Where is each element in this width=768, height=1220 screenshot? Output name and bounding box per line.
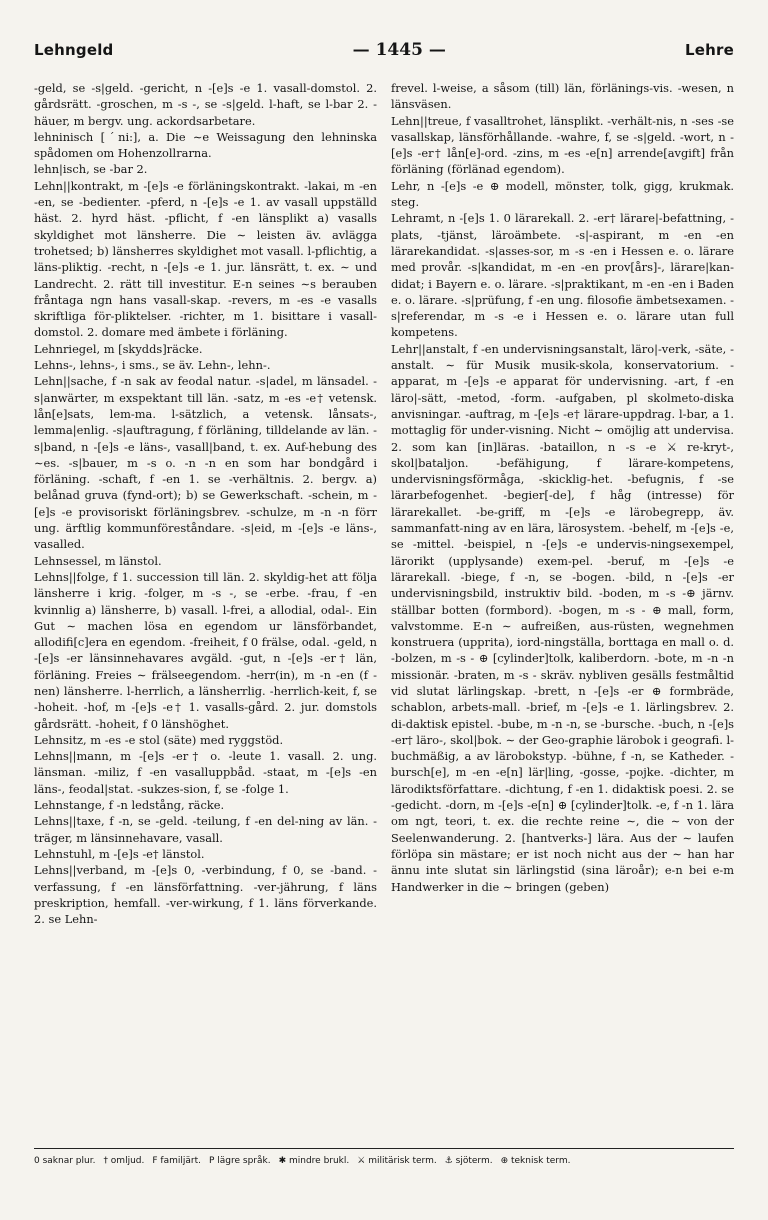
entry-paragraph: Lehns-, lehns-, i sms., se äv. Lehn-, lehn-. xyxy=(34,358,271,373)
entry-paragraph: Lehnsitz, m -es -e stol (säte) med ryggstöd. xyxy=(34,732,284,747)
abbreviation-legend xyxy=(34,1153,734,1169)
legend-item: 0 saknar plur. xyxy=(34,1156,96,1166)
entry-paragraph: lehn|isch, se -bar 2. xyxy=(34,162,148,177)
entry-paragraph: Lehnstuhl, m -[e]s -e† länstol. xyxy=(34,846,205,861)
entry-paragraph: Lehn||kontrakt, m -[e]s -e förläningskontrakt. -lakai, m -en -en, se -bedienter. -pferd, n -[e]s -e 1. av vasall uppställd häst. 2. hyrd häst. -pflicht, f -en länsplikt a) vasalls skyldighet mot länsherre. Die ∼ leisten äv. avlägga trohetsed; b) länsherres skyldighet mot vasall. l-pflichtig, a läns-pliktig. -recht, n -[e]s -e 1. jur. länsrätt, t. ex. ∼ und Landrecht. 2. rätt till investitur. E-n seines ∼s berauben fråntaga ngn hans vasall-skap. -revers, m -es -e vasalls skriftliga för-pliktelser. -richter, m 1. bisittare i vasall-domstol. 2. domare med ämbete i förläning. xyxy=(34,178,377,340)
legend-item: F familjärt. xyxy=(152,1156,201,1166)
entry-paragraph: frevel. l-weise, a såsom (till) län, förlänings-vis. -wesen, n länsväsen. xyxy=(391,81,734,112)
entry-paragraph: Lehnstange, f -n ledstång, räcke. xyxy=(34,798,225,813)
entry-paragraph: Lehn||treue, f vasalltrohet, länsplikt. -verhält-nis, n -ses -se vasallskap, länsförhållande. -wahre, f, se -s|geld. -wort, n -[e]s -er† lån[e]-ord. -zins, m -es -e[n] arrende[avgift] från förläning (förlänad egendom). xyxy=(391,113,734,177)
entry-paragraph: Lehn||sache, f -n sak av feodal natur. -s|adel, m länsadel. -s|anwärter, m exspektant till län. -satz, m -es -e† vetensk. lån[e]sats, lem-ma. l-sätzlich, a vetensk. lånsats-, lemma|enlig. -s|auftragung, f förläning, tilldelande av län. -s|band, n -[e]s -e läns-, vasall|band, t. ex. Auf-hebung des ∼es. -s|bauer, m -s o. -n -n en som har bondgård i förläning. -schaft, f -en 1. se -verhältnis. 2. bergv. a) belånad gruva (fynd-ort); b) se Gewerkschaft. -schein, m -[e]s -e provisoriskt förläningsbrev. -schulze, m -n -n förr ung. ärftlig kommunföreståndare. -s|eid, m -[e]s -e läns-, vasalled. xyxy=(34,374,377,552)
legend-item: P lägre språk. xyxy=(208,1156,271,1166)
page-header xyxy=(34,40,734,72)
entry-paragraph: Lehr, n -[e]s -e ⊕ modell, mönster, tolk, gigg, krukmak. steg. xyxy=(391,178,734,210)
entry-paragraph: -geld, se -s|geld. -gericht, n -[e]s -e 1. vasall-domstol. 2. gårdsrätt. -groschen, m -s -, se -s|geld. l-haft, se l-bar 2. -häuer, m bergv. ung. ackordsarbetare. xyxy=(34,81,377,128)
entry-paragraph: Lehns||mann, m -[e]s -er† o. -leute 1. vasall. 2. ung. länsman. -miliz, f -en vasalluppbåd. -staat, m -[e]s -en läns-, feodal|stat. -sukzes-sion, f, se -folge 1. xyxy=(34,749,377,796)
legend-item: ⊕ teknisk term. xyxy=(500,1156,571,1166)
footer-rule xyxy=(34,1148,734,1149)
left-column xyxy=(34,80,377,1144)
right-running-headword: Lehre xyxy=(685,41,734,59)
legend-item: ✱ mindre brukl. xyxy=(278,1156,350,1166)
page-number: — 1445 — xyxy=(352,40,446,60)
entry-paragraph: Lehnsessel, m länstol. xyxy=(34,553,162,568)
legend-item: ⚓ sjöterm. xyxy=(444,1156,493,1166)
entry-paragraph: lehninisch [ˊni:], a. Die ∼e Weissagung den lehninska spådomen om Hohenzollrarna. xyxy=(34,129,377,161)
entry-paragraph: Lehramt, n -[e]s 1. 0 lärarekall. 2. -er† lärare|-befattning, -plats, -tjänst, läroämbete. -s|-aspirant, m -en -en lärarekandidat. -s|asses-sor, m -s -en i Hessen e. o. lärare med provår. -s|kandidat, m -en -en prov[års]-, lärare|kan-didat; i Bayern e. o. lärare. -s|praktikant, m -en -en i Baden e. o. lärare. -s|prüfung, f -en ung. filosofie ämbetsexamen. -s|referendar, m -s -e i Hessen e. o. lärare utan full kompetens. xyxy=(391,211,734,340)
entry-paragraph: Lehns||taxe, f -n, se -geld. -teilung, f -en del-ning av län. -träger, m länsinnehavare, vasall. xyxy=(34,814,377,845)
legend-item: † omljud. xyxy=(103,1156,145,1166)
right-column xyxy=(391,80,734,1144)
entry-paragraph: Lehnriegel, m [skydds]räcke. xyxy=(34,341,203,356)
legend-item: ⚔ militärisk term. xyxy=(357,1156,437,1166)
text-columns xyxy=(34,80,734,1144)
left-running-headword: Lehngeld xyxy=(34,41,114,59)
entry-paragraph: Lehr||anstalt, f -en undervisningsanstalt, läro|-verk, -säte, -anstalt. ∼ für Musik musik-skola, konservatorium. -apparat, m -[e]s -e apparat för undervisning. -art, f -en läro|-sätt, -metod, -form. -aufgaben, pl skolmeto-diska anvisningar. -auftrag, m -[e]s -e† lärare-uppdrag. l-bar, a 1. mottaglig för under-visning. Nicht ∼ omöjlig att undervisa. 2. som kan [in]läras. -bataillon, n -s -e ⚔ re-kryt-, skol|bataljon. -befähigung, f lärare-kompetens, undervisningsförmåga, -skicklig-het. -befugnis, f -se lärarbefogenhet. -begier[-de], f håg (intresse) för lärarekallet. -be-griff, m -[e]s -e lärobegrepp, äv. sammanfatt-ning av en lära, lärosystem. -behelf, m -[e]s -e, se -mittel. -beispiel, n -[e]s -e undervis-ningsexempel, lärorikt (upplysande) exem-pel. -beruf, m -[e]s -e lärarekall. -biege, f -n, se -bogen. -bild, n -[e]s -er undervisningsbild, instruktiv bild. -boden, m -s -⊕ järnv. ställbar botten (formbord). -bogen, m -s - ⊕ mall, form, valvstomme. E-n ∼ aufreißen, aus-rüsten, wegnehmen konstruera (upprita), iord-ningställa, borttaga en mall o. d. -bolzen, m -s - ⊕ [cylinder]tolk, kaliberdorn. -bote, m -n -n missionär. -braten, m -s - skräv. nybliven gesälls festmåltid vid slutat lärlingskap. -brett, n -[e]s -er ⊕ formbräde, schablon, arbets-mall. -brief, m -[e]s -e 1. lärlingsbrev. 2. di-daktisk epistel. -bube, m -n -n, se -bursche. -buch, n -[e]s -er† läro-, skol|bok. ∼ der Geo-graphie lärobok i geografi. l-buchmäßig, a av lärobokstyp. -bühne, f -n, se Katheder. -bursch[e], m -en -e[n] lär|ling, -gosse, -pojke. -dichter, m lärodiktsförfattare. -dichtung, f -en 1. didaktisk poesi. 2. se -gedicht. -dorn, m -[e]s -e[n] ⊕ [cylinder]tolk. -e, f -n 1. lära om ngt, teori, t. ex. die rechte reine ∼, die ∼ von der Seelenwanderung. 2. [hantverks-] lära. Aus der ∼ laufen förlöpa sin mästare; er ist noch nicht aus der ∼ han har ännu inte slutat sin lärlingstid (sina läroår); e-n bei e-m Handwerker in die ∼ bringen (geben) xyxy=(391,341,734,894)
entry-paragraph: Lehns||verband, m -[e]s 0, -verbindung, f 0, se -band. -verfassung, f -en länsförfattning. -ver-jährung, f läns preskription, hemfall. -ver-wirkung, f 1. läns förverkande. 2. se Lehn- xyxy=(34,863,377,927)
entry-paragraph: Lehns||folge, f 1. succession till län. 2. skyldig-het att följa länsherre i krig. -folger, m -s -, se -erbe. -frau, f -en kvinnlig a) länsherre, b) vasall. l-frei, a allodial, odal-. Ein Gut ∼ machen lösa en egendom ur länsförbandet, allodifi[c]era en egendom. -freiheit, f 0 frälse, odal. -geld, n -[e]s -er länsinnehavares avgäld. -gut, n -[e]s -er† län, förläning. Freies ∼ frälseegendom. -herr(in), m -n -en (f -nen) länsherre. l-herrlich, a länsherrlig. -herrlich-keit, f, se -hoheit. -hof, m -[e]s -e† 1. vasalls-gård. 2. jur. domstols gårdsrätt. -hoheit, f 0 länshöghet. xyxy=(34,569,377,731)
